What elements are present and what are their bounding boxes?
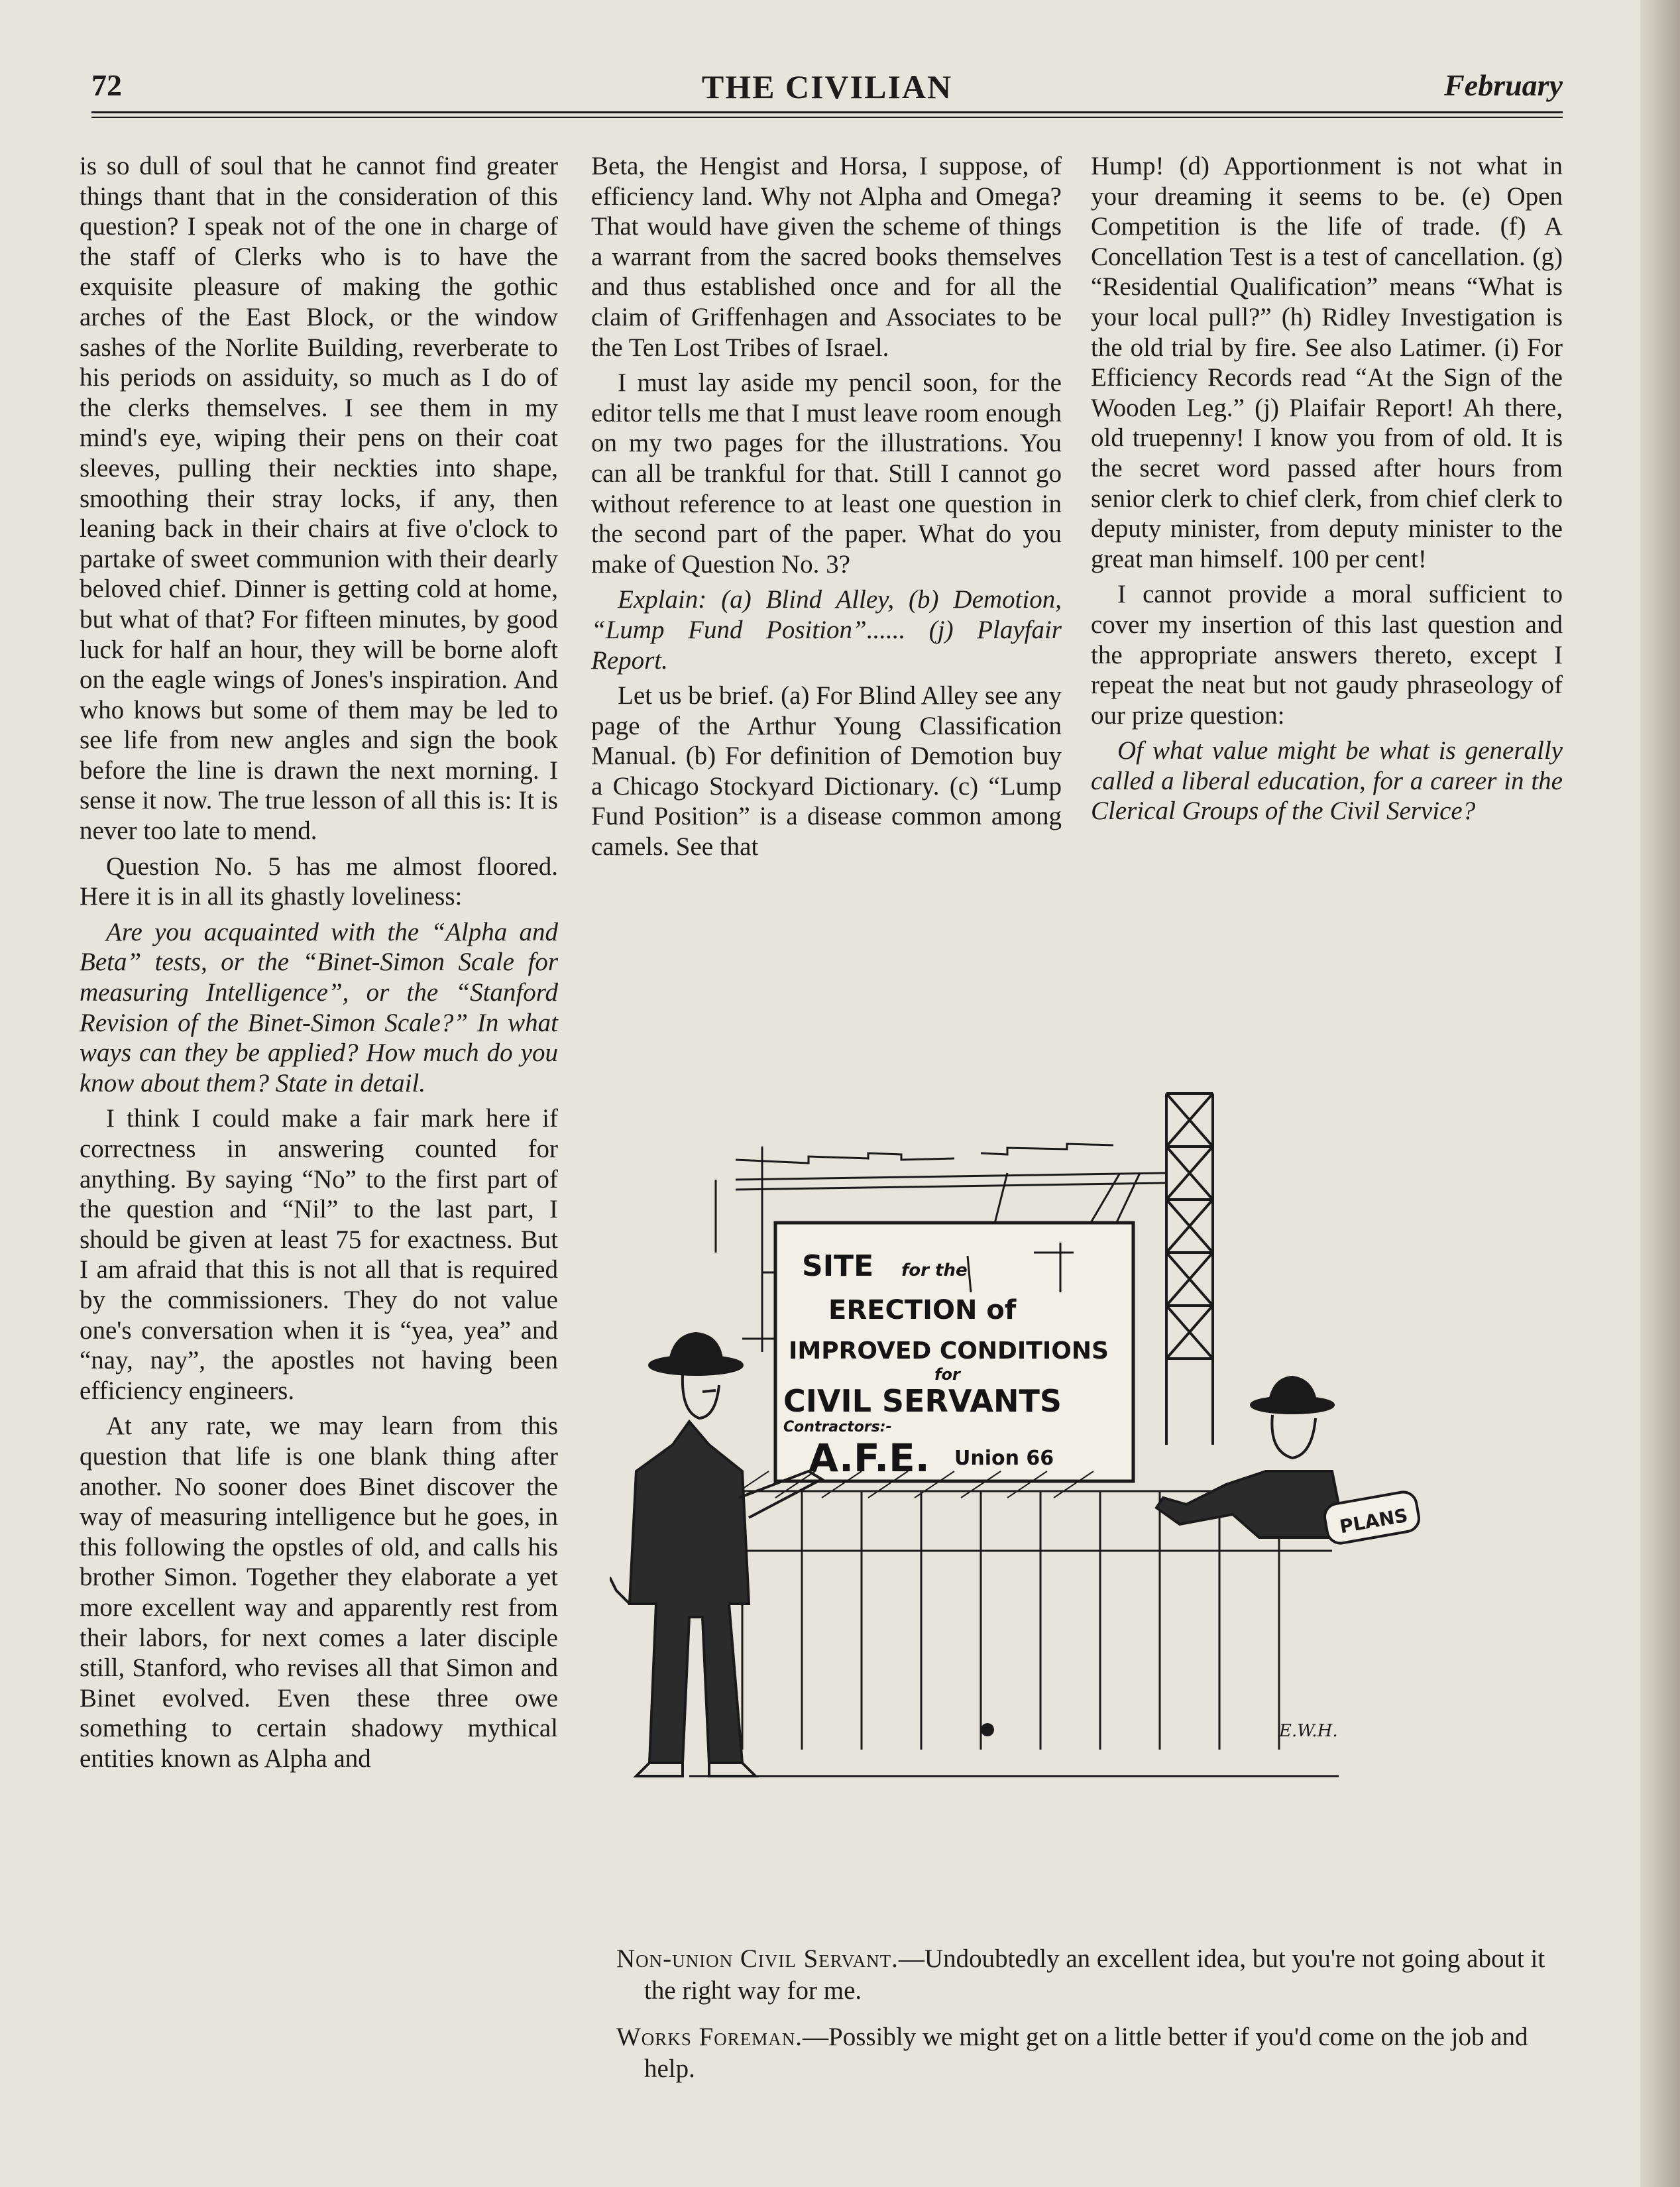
text-column-2 bbox=[591, 151, 1062, 868]
sign-text-contractors: Contractors:- bbox=[783, 1419, 892, 1435]
sign-text-civil-servants: CIVIL SERVANTS bbox=[783, 1383, 1062, 1419]
caption-text: —Undoubtedly an excellent idea, but you're not going about it the right way for me. bbox=[644, 1944, 1545, 2005]
quoted-question: Explain: (a) Blind Alley, (b) Demotion, “Lump Fund Position”...... (j) Playfair Report. bbox=[591, 585, 1062, 675]
works-foreman-figure bbox=[1156, 1377, 1345, 1538]
paragraph: is so dull of soul that he cannot find greater things thant that in the consideration of this question? I speak not of the one in charge of the staff of Clerks who is to have the exquisite pleasure of making the gothic arches of the East Block, or the window sashes of the Norlite Building, reverberate to his periods on assiduity, so much as I do of the clerks themselves. I see them in my mind's eye, wiping their pens on their coat sleeves, pulling their neckties into shape, smoothing their stray locks, if any, then leaning back in their chairs at five o'clock to partake of sweet communion with their dearly beloved chief. Dinner is getting cold at home, but what of that? For fifteen minutes, by good luck for half an hour, they will be borne aloft on the eagle wings of Jones's inspiration. And who knows but some of them may be led to see life from new angles and sign the book before the line is drawn the next morning. I sense it now. The true lesson of all this is: It is never too late to mend. bbox=[80, 152, 558, 846]
publication-title: THE CIVILIAN bbox=[701, 68, 953, 105]
paragraph: Let us be brief. (a) For Blind Alley see any page of the Arthur Young Classification Manual. (b) For definition of Demotion buy a Chicago Stockyard Dictionary. (c) “Lump Fund Position” is a disease common among camels. See that bbox=[591, 681, 1062, 862]
page-spine-edge bbox=[1640, 0, 1680, 2187]
caption-speaker: Non-union Civil Servant. bbox=[616, 1944, 899, 1973]
caption-text: —Possibly we might get on a little better if you'd come on the job and help. bbox=[644, 2023, 1528, 2083]
paragraph: Hump! (d) Apportionment is not what in your dreaming it seems to be. (e) Open Competition is the life of trade. (f) A Concellation Test is a test of cancellation. (g) “Residential Qualification” means “What is your local pull?” (h) Ridley Investigation is the old trial by fire. See also Latimer. (i) For Efficiency Records read “At the Sign of the Wooden Leg.” (j) Plaifair Report! Ah there, old truepenny! I know you from of old. It is the secret word passed after hours from senior clerk to chief clerk, from chief clerk to deputy minister, from deputy minister to the great man himself. 100 per cent! bbox=[1091, 152, 1563, 573]
cartoon-illustration bbox=[610, 1074, 1564, 1932]
paragraph: I think I could make a fair mark here if correctness in answering counted for anything. By saying “No” to the first part of the question and “Nil” to the last part, I should be given at least 75 for exactness. But I am afraid that this is not all that is required by the commissioners. They do not value one's conversation when it is “yea, yea” and “nay, nay”, the apostles not having been efficiency engineers. bbox=[80, 1104, 558, 1405]
caption-speaker: Works Foreman. bbox=[616, 2023, 803, 2051]
paragraph: I cannot provide a moral sufficient to cover my insertion of this last question and the appropriate answers thereto, except I repeat the neat but not gaudy phraseology of our prize question: bbox=[1091, 580, 1563, 730]
sign-text-site: SITE bbox=[802, 1249, 874, 1283]
fence bbox=[689, 1491, 1339, 1776]
paragraph: I must lay aside my pencil soon, for the editor tells me that I must leave room enough on my two pages for the illustrations. You can all be trankful for that. Still I cannot go without reference to at least one question in the second part of the paper. What do you make of Question No. 3? bbox=[591, 368, 1062, 579]
caption-line-foreman bbox=[616, 2021, 1557, 2085]
paragraph: Question No. 5 has me almost floored. Here it is in all its ghastly loveliness: bbox=[80, 852, 558, 911]
scaffold-tower bbox=[1166, 1094, 1213, 1445]
page-number: 72 bbox=[91, 68, 122, 102]
artist-signature: E.W.H. bbox=[1279, 1721, 1338, 1741]
paragraph: Beta, the Hengist and Horsa, I suppose, of efficiency land. Why not Alpha and Omega? That would have given the scheme of things a warrant from the sacred books themselves and thus established once and for all the claim of Griffenhagen and Associates to be the Ten Lost Tribes of Israel. bbox=[591, 152, 1062, 362]
text-column-1 bbox=[80, 151, 558, 1779]
caption-line-civil-servant bbox=[616, 1943, 1557, 2007]
running-header bbox=[91, 64, 1563, 110]
text-column-3 bbox=[1091, 151, 1563, 832]
sign-text-improved-conditions: IMPROVED CONDITIONS bbox=[789, 1337, 1109, 1365]
sign-text-union-66: Union 66 bbox=[954, 1447, 1054, 1470]
paragraph: At any rate, we may learn from this question that life is one blank thing after another. No sooner does Binet discover the way of measuring intelligence but he goes, in this following the opstles of old, and calls his brother Simon. Together they elaborate a yet more excellent way and apparently rest from their labors, for next comes a later disciple still, Stanford, who revises all that Simon and Binet evolved. Even these three owe something to certain shadowy mythical entities known as Alpha and bbox=[80, 1412, 558, 1773]
cartoon-caption bbox=[616, 1943, 1557, 2100]
sign-text-for: for bbox=[934, 1365, 960, 1384]
quoted-question: Of what value might be what is generally called a liberal education, for a career in the Clerical Groups of the Civil Service? bbox=[1091, 736, 1563, 826]
issue-month: February bbox=[1444, 68, 1563, 102]
sign-text-erection: ERECTION of bbox=[828, 1295, 1017, 1325]
plans-label: PLANS bbox=[1337, 1504, 1410, 1538]
knothole bbox=[981, 1723, 994, 1736]
sign-text-afe: A.F.E. bbox=[809, 1435, 930, 1481]
cartoon-drawing bbox=[610, 1074, 1564, 1932]
sign-text-for-the: for the bbox=[901, 1261, 968, 1280]
quoted-question: Are you acquainted with the “Alpha and Beta” tests, or the “Binet-Simon Scale for measuring Intelligence”, or the “Stanford Revision of the Binet-Simon Scale?” In what ways can they be applied? How much do you know about them? State in detail. bbox=[80, 917, 558, 1097]
header-rule bbox=[91, 111, 1563, 118]
